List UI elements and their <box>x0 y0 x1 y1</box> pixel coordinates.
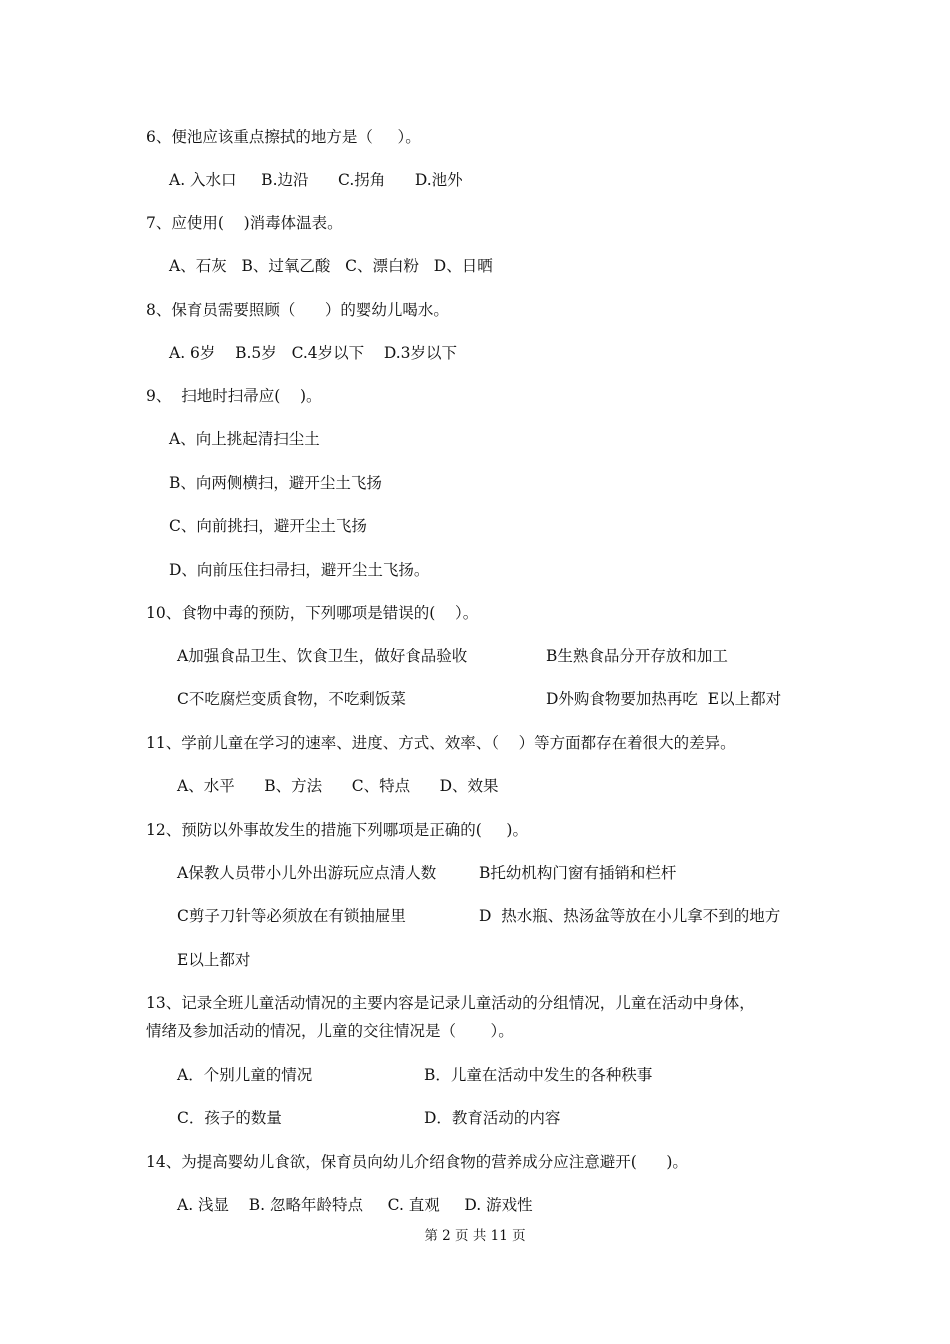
question-14-options: A. 浅显 B. 忽略年龄特点 C. 直观 D. 游戏性 <box>177 1196 533 1214</box>
question-13: 13、记录全班儿童活动情况的主要内容是记录儿童活动的分组情况，儿童在活动中身体， <box>146 994 755 1012</box>
question-10-option-a: A加强食品卫生、饮食卫生，做好食品验收 <box>177 647 468 665</box>
question-6: 6、便池应该重点擦拭的地方是（ ）。 <box>146 128 421 146</box>
question-7: 7、应使用( )消毒体温表。 <box>146 214 343 232</box>
question-12-option-a: A保教人员带小儿外出游玩应点清人数 <box>177 864 437 882</box>
question-13-line-2: 情绪及参加活动的情况，儿童的交往情况是（ ）。 <box>146 1022 514 1040</box>
question-11-options: A、水平 B、方法 C、特点 D、效果 <box>177 777 499 795</box>
question-12-option-d: D 热水瓶、热汤盆等放在小儿拿不到的地方 <box>479 907 781 925</box>
question-10-option-c: C不吃腐烂变质食物，不吃剩饭菜 <box>177 690 406 708</box>
question-8: 8、保育员需要照顾（ ）的婴幼儿喝水。 <box>146 301 449 319</box>
question-11: 11、学前儿童在学习的速率、进度、方式、效率、（ ）等方面都存在着很大的差异。 <box>146 734 736 752</box>
question-14: 14、为提高婴幼儿食欲，保育员向幼儿介绍食物的营养成分应注意避开( )。 <box>146 1153 688 1171</box>
question-10: 10、食物中毒的预防，下列哪项是错误的( ）。 <box>146 604 479 622</box>
page-number-footer: 第 2 页 共 11 页 <box>424 1228 526 1244</box>
question-13-option-d: D．教育活动的内容 <box>424 1109 561 1127</box>
question-12: 12、预防以外事故发生的措施下列哪项是正确的( )。 <box>146 821 528 839</box>
question-9-option-a: A、向上挑起清扫尘土 <box>169 430 320 448</box>
question-12-option-e: E以上都对 <box>177 951 251 969</box>
question-10-option-b: B生熟食品分开存放和加工 <box>546 647 728 665</box>
question-12-option-b: B托幼机构门窗有插销和栏杆 <box>479 864 677 882</box>
question-9: 9、 扫地时扫帚应( )。 <box>146 387 322 405</box>
question-9-option-d: D、向前压住扫帚扫，避开尘土飞扬。 <box>169 561 430 579</box>
question-12-option-c: C剪子刀针等必须放在有锁抽屉里 <box>177 907 406 925</box>
question-9-option-b: B、向两侧横扫，避开尘土飞扬 <box>169 474 382 492</box>
question-10-option-de: D外购食物要加热再吃 E以上都对 <box>546 690 782 708</box>
question-7-options: A、石灰 B、过氧乙酸 C、漂白粉 D、日晒 <box>169 257 493 275</box>
question-13-option-c: C．孩子的数量 <box>177 1109 282 1127</box>
question-9-option-c: C、向前挑扫，避开尘土飞扬 <box>169 517 367 535</box>
question-8-options: A. 6岁 B.5岁 C.4岁以下 D.3岁以下 <box>169 344 458 362</box>
question-13-option-b: B．儿童在活动中发生的各种秩事 <box>424 1066 653 1084</box>
question-6-options: A. 入水口 B.边沿 C.拐角 D.池外 <box>169 171 463 189</box>
question-13-option-a: A．个别儿童的情况 <box>177 1066 313 1084</box>
